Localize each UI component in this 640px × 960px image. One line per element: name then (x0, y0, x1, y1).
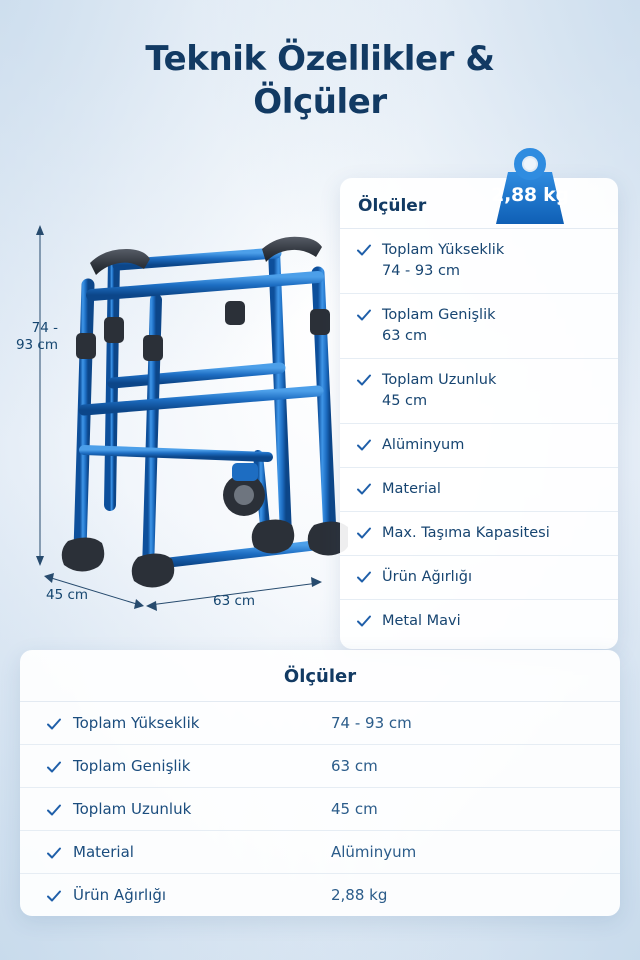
check-icon (356, 481, 372, 497)
spec-label: Toplam Yükseklik (382, 242, 505, 258)
walker-illustration (15, 205, 348, 635)
weight-badge-value: 2,88 kg (491, 184, 569, 206)
table-cell-label: Toplam Uzunluk (73, 800, 192, 818)
check-icon (46, 845, 62, 861)
table-cell-label: Toplam Genişlik (73, 757, 191, 775)
check-icon (46, 802, 62, 818)
check-icon (356, 525, 372, 541)
spec-row (340, 556, 618, 600)
page-title-line1: Teknik Özellikler & (145, 39, 495, 79)
spec-label: Alüminyum (382, 437, 465, 454)
check-icon (46, 888, 62, 904)
table-cell-value: Alüminyum (331, 843, 417, 861)
spec-row (340, 424, 618, 468)
dimension-label-width: 63 cm (213, 593, 256, 609)
spec-row (340, 359, 618, 424)
table-cell-label: Toplam Yükseklik (73, 714, 200, 732)
check-icon (356, 372, 372, 388)
spec-table (20, 650, 620, 916)
spec-label: Toplam Uzunluk (382, 372, 497, 389)
check-icon (356, 569, 372, 585)
spec-label: Metal Mavi (382, 613, 461, 630)
dimension-label-height: 74 - 93 cm (15, 320, 58, 353)
dimension-line-height (36, 225, 44, 566)
check-icon (356, 437, 372, 453)
spec-value: 45 cm (382, 393, 428, 410)
spec-label: Material (382, 481, 441, 498)
spec-label: Max. Taşıma Kapasitesi (382, 525, 550, 542)
table-row (20, 831, 620, 874)
spec-value: 74 - 93 cm (382, 263, 461, 280)
spec-row (340, 512, 618, 556)
table-row (20, 874, 620, 916)
weight-badge (470, 138, 590, 228)
table-row (20, 788, 620, 831)
spec-row (340, 294, 618, 359)
check-icon (46, 716, 62, 732)
table-cell-value: 63 cm (331, 757, 378, 775)
dimension-label-depth: 45 cm (46, 587, 89, 603)
check-icon (356, 613, 372, 629)
check-icon (356, 307, 372, 323)
spec-row (340, 468, 618, 512)
spec-label: Toplam Genişlik (382, 307, 496, 324)
spec-value: 63 cm (382, 328, 428, 345)
table-row (20, 702, 620, 745)
check-icon (46, 759, 62, 775)
spec-card-title: Ölçüler (340, 182, 618, 229)
table-row (20, 745, 620, 788)
spec-row (340, 229, 618, 294)
table-cell-value: 74 - 93 cm (331, 714, 412, 732)
weight-icon (470, 138, 590, 228)
table-cell-value: 2,88 kg (331, 886, 388, 904)
check-icon (356, 242, 372, 258)
spec-card (340, 178, 618, 649)
table-cell-label: Material (73, 843, 134, 861)
page-title-line2: Ölçüler (253, 81, 387, 122)
spec-table-title: Ölçüler (20, 650, 620, 702)
spec-label: Ürün Ağırlığı (382, 569, 472, 586)
page-title (0, 38, 640, 123)
table-cell-label: Ürün Ağırlığı (73, 886, 167, 904)
table-cell-value: 45 cm (331, 800, 378, 818)
spec-row (340, 600, 618, 643)
